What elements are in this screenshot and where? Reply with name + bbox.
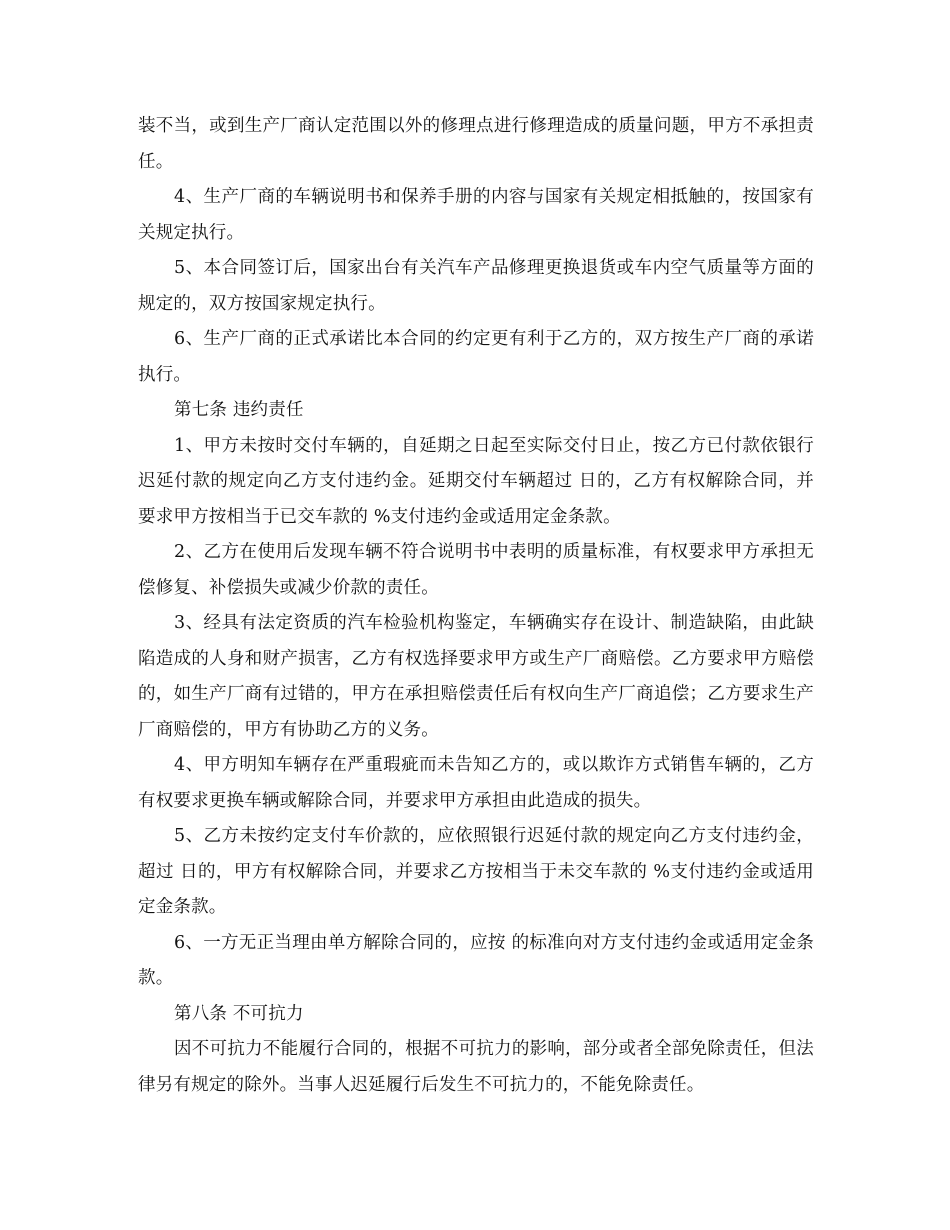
article-7-heading: 第七条 违约责任 xyxy=(174,400,304,420)
force-majeure-paragraph: 因不可抗力不能履行合同的，根据不可抗力的影响，部分或者全部免除责任，但法律另有规定的除外。当事人迟延履行后发生不可抗力的，不能免除责任。 xyxy=(138,1039,814,1095)
clause-6-manufacturer-commitment: 6、生产厂商的正式承诺比本合同的约定更有利于乙方的，双方按生产厂商的承诺执行。 xyxy=(138,329,814,385)
breach-clause-5: 5、乙方未按约定支付车价款的，应依照银行迟延付款的规定向乙方支付违约金，超过 日的，甲方有权解除合同，并要求乙方按相当于未交车款的 %支付违约金或适用定金条款。 xyxy=(138,826,814,917)
breach-clause-3: 3、经具有法定资质的汽车检验机构鉴定，车辆确实存在设计、制造缺陷，由此缺陷造成的人身和财产损害，乙方有权选择要求甲方或生产厂商赔偿。乙方要求甲方赔偿的，如生产厂商有过错的，甲方在承担赔偿责任后有权向生产厂商追偿；乙方要求生产厂商赔偿的，甲方有协助乙方的义务。 xyxy=(138,613,814,740)
clause-4-manual-conflict: 4、生产厂商的车辆说明书和保养手册的内容与国家有关规定相抵触的，按国家有关规定执行。 xyxy=(138,187,814,243)
article-8-heading: 第八条 不可抗力 xyxy=(174,1003,304,1024)
clause-5-national-regulations: 5、本合同签订后，国家出台有关汽车产品修理更换退货或车内空气质量等方面的规定的，双方按国家规定执行。 xyxy=(138,258,814,314)
paragraph-continuation: 装不当，或到生产厂商认定范围以外的修理点进行修理造成的质量问题，甲方不承担责任。 xyxy=(138,116,814,172)
breach-clause-6: 6、一方无正当理由单方解除合同的，应按 的标准向对方支付违约金或适用定金条款。 xyxy=(138,932,814,988)
breach-clause-4: 4、甲方明知车辆存在严重瑕疵而未告知乙方的，或以欺诈方式销售车辆的，乙方有权要求更换车辆或解除合同，并要求甲方承担由此造成的损失。 xyxy=(138,755,814,811)
document-page xyxy=(138,109,814,1103)
breach-clause-1: 1、甲方未按时交付车辆的，自延期之日起至实际交付日止，按乙方已付款依银行迟延付款的规定向乙方支付违约金。延期交付车辆超过 日的，乙方有权解除合同，并要求甲方按相当于已交车款的 %支付违约金或适用定金条款。 xyxy=(138,435,814,527)
breach-clause-2: 2、乙方在使用后发现车辆不符合说明书中表明的质量标准，有权要求甲方承担无偿修复、补偿损失或减少价款的责任。 xyxy=(138,542,814,598)
